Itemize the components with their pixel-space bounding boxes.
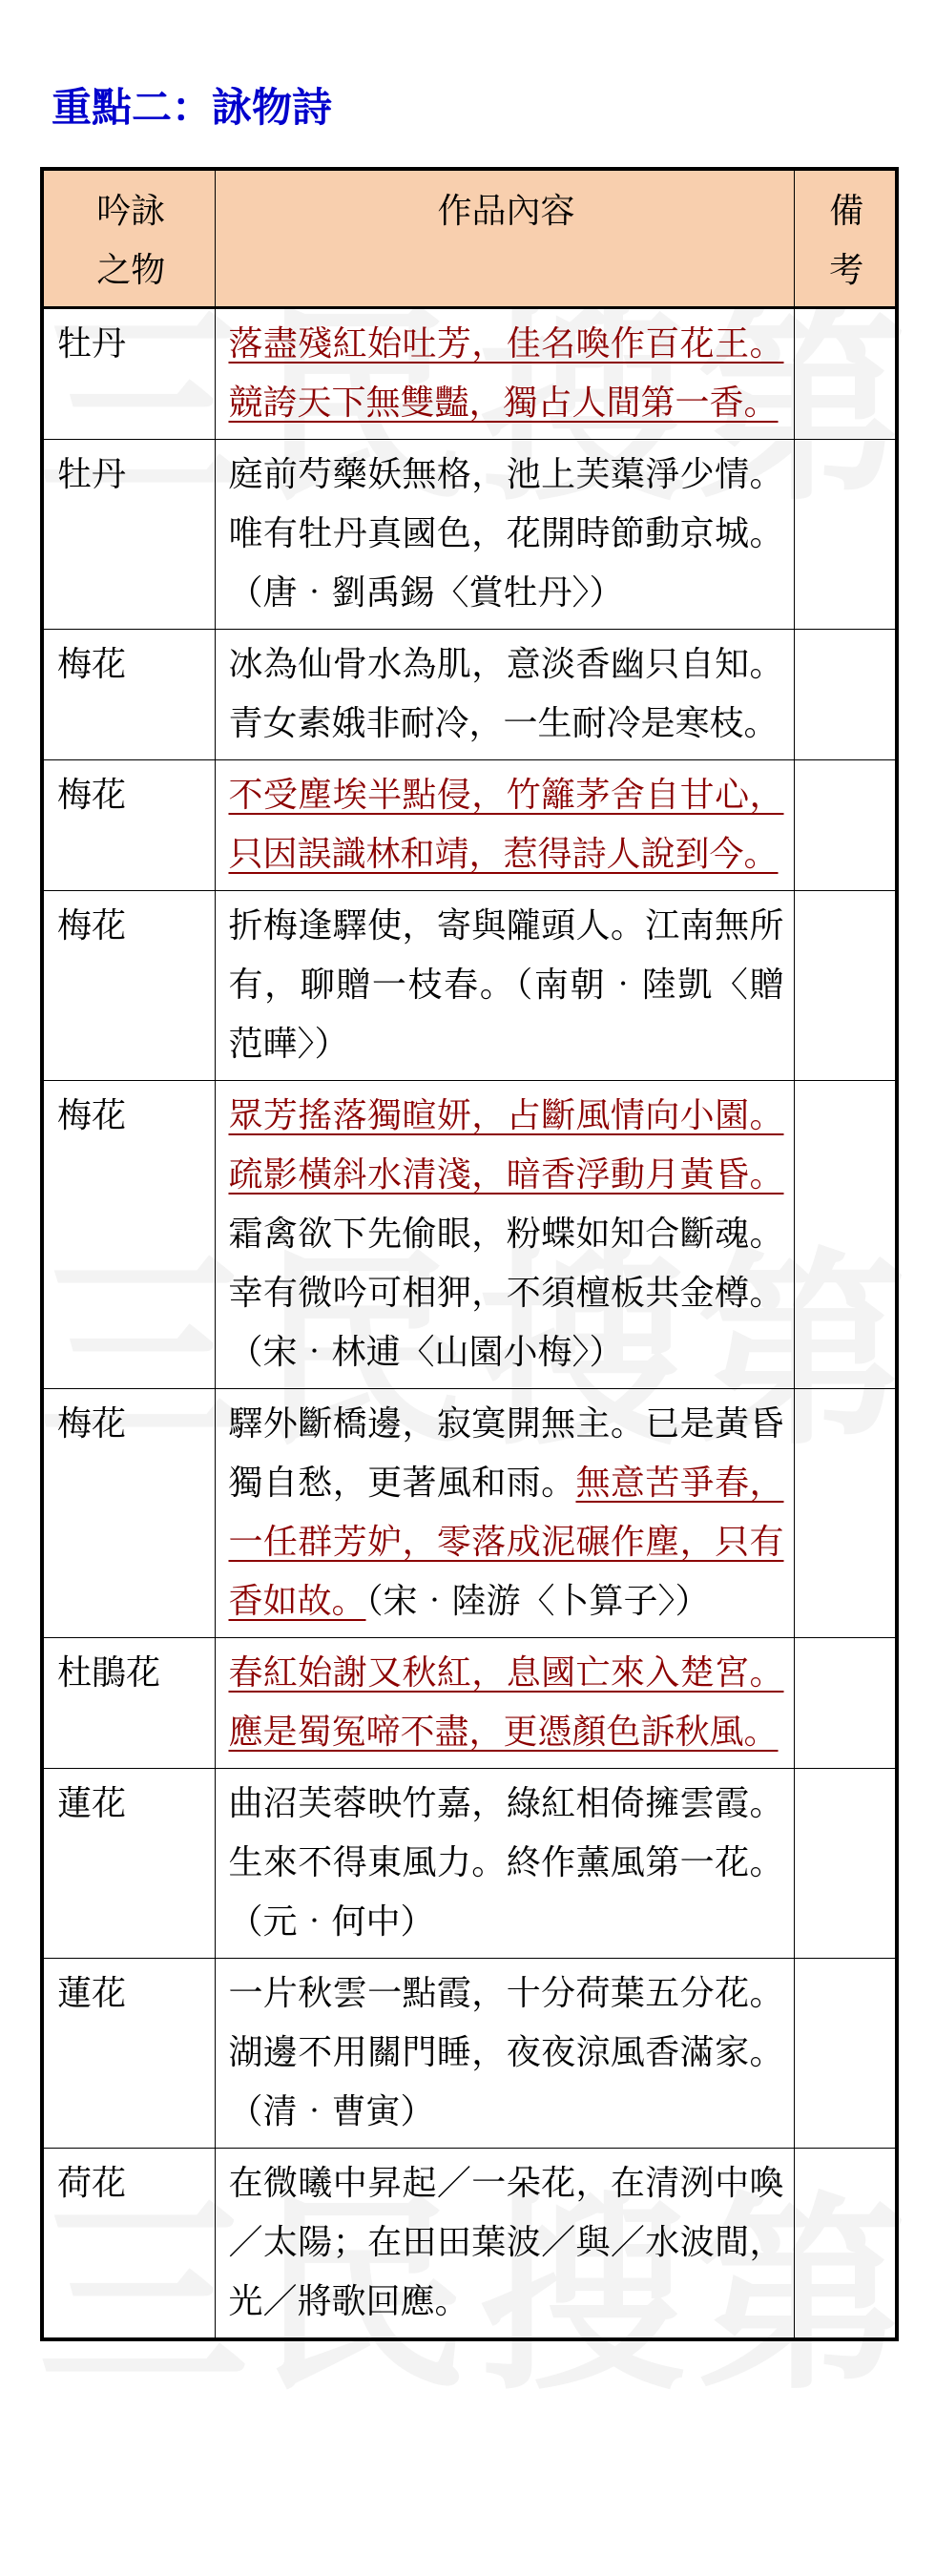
highlighted-verse: 春紅始謝又秋紅，息國亡來入楚宮。應是蜀冤啼不盡，更憑顏色訴秋風。 [228, 1653, 784, 1752]
table-row [42, 1389, 897, 1638]
highlighted-verse: 眾芳搖落獨暄妍，占斷風情向小園。疏影橫斜水清淺，暗香浮動月黃昏。 [228, 1096, 784, 1195]
header-content: 作品內容 [215, 169, 794, 308]
table-header-row [42, 169, 897, 308]
row-content [215, 1769, 794, 1959]
row-note [794, 2149, 897, 2340]
row-note [794, 760, 897, 891]
row-note [794, 1638, 897, 1769]
table-row [42, 630, 897, 760]
row-content [215, 1081, 794, 1389]
verse-text: 驛外斷橋邊，寂寞開無主。已是黃昏獨自愁，更著風和雨。 [228, 1404, 784, 1503]
header-note [794, 169, 897, 308]
row-subject: 梅花 [42, 760, 215, 891]
row-content [215, 760, 794, 891]
table-row [42, 440, 897, 630]
header-note-line1: 備 [829, 192, 864, 231]
row-subject: 牡丹 [42, 308, 215, 440]
row-content [215, 440, 794, 630]
row-subject: 梅花 [42, 1081, 215, 1389]
verse-text: 曲沼芙蓉映竹嘉，綠紅相倚擁雲霞。生來不得東風力。終作薰風第一花。（元‧何中） [228, 1784, 784, 1942]
row-content [215, 2149, 794, 2340]
row-note [794, 1389, 897, 1638]
highlighted-verse: 落盡殘紅始吐芳，佳名喚作百花王。競誇天下無雙豔，獨占人間第一香。 [228, 324, 784, 423]
table-row [42, 760, 897, 891]
row-note [794, 1959, 897, 2149]
row-content [215, 1389, 794, 1638]
table-row [42, 308, 897, 440]
row-subject: 梅花 [42, 630, 215, 760]
row-note [794, 1769, 897, 1959]
row-subject: 牡丹 [42, 440, 215, 630]
verse-text: 一片秋雲一點霞，十分荷葉五分花。湖邊不用關門睡，夜夜涼風香滿家。（清‧曹寅） [228, 1974, 784, 2131]
row-note [794, 440, 897, 630]
verse-text: 在微曦中昇起／一朵花，在清洌中喚／太陽；在田田葉波／與／水波間，光／將歌回應。 [228, 2164, 784, 2321]
verse-text: 冰為仙骨水為肌，意淡香幽只自知。青女素娥非耐冷，一生耐冷是寒枝。 [228, 645, 784, 743]
verse-text: 庭前芍藥妖無格，池上芙蕖淨少情。唯有牡丹真國色，花開時節動京城。（唐‧劉禹錫〈賞牡丹〉） [228, 455, 784, 613]
row-subject: 梅花 [42, 1389, 215, 1638]
row-subject: 梅花 [42, 891, 215, 1081]
row-subject: 蓮花 [42, 1769, 215, 1959]
row-subject: 荷花 [42, 2149, 215, 2340]
row-content [215, 308, 794, 440]
row-content [215, 1638, 794, 1769]
header-subject-line1: 吟詠 [96, 192, 166, 231]
row-content [215, 1959, 794, 2149]
row-note [794, 891, 897, 1081]
section-heading: 重點二：詠物詩 [52, 84, 333, 131]
table-body [42, 308, 897, 2340]
verse-text: （宋‧陸游〈卜算子〉） [365, 1582, 710, 1621]
table-row [42, 1638, 897, 1769]
row-note [794, 1081, 897, 1389]
row-content [215, 630, 794, 760]
header-subject-line2: 之物 [96, 251, 166, 290]
row-subject: 蓮花 [42, 1959, 215, 2149]
table-row [42, 1769, 897, 1959]
row-content [215, 891, 794, 1081]
row-note [794, 630, 897, 760]
row-note [794, 308, 897, 440]
verse-text: 霜禽欲下先偷眼，粉蝶如知合斷魂。幸有微吟可相狎，不須檀板共金樽。（宋‧林逋〈山園小梅〉） [228, 1215, 784, 1372]
table-row [42, 891, 897, 1081]
table-row [42, 1081, 897, 1389]
verse-text: 折梅逢驛使，寄與隴頭人。江南無所有，聊贈一枝春。（南朝‧陸凱〈贈范曄〉） [228, 906, 784, 1064]
header-note-line2: 考 [829, 251, 864, 290]
highlighted-verse: 無意苦爭春，一任群芳妒，零落成泥碾作塵，只有香如故。 [228, 1464, 784, 1621]
highlighted-verse: 不受塵埃半點侵，竹籬茅舍自甘心，只因誤識林和靖，惹得詩人說到今。 [228, 776, 784, 874]
row-subject: 杜鵑花 [42, 1638, 215, 1769]
table-row [42, 2149, 897, 2340]
header-subject [42, 169, 215, 308]
poems-table [40, 167, 899, 2341]
table-row [42, 1959, 897, 2149]
